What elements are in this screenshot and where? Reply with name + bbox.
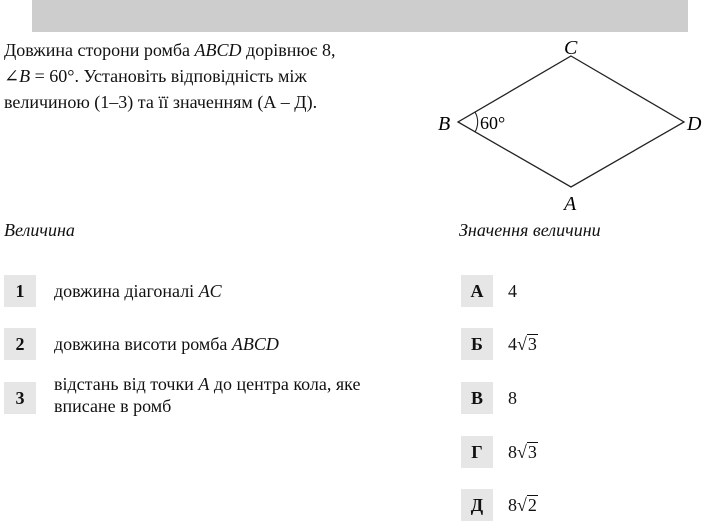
- option-letter-b: Б: [461, 328, 493, 360]
- angle-label: 60°: [480, 113, 506, 133]
- item-3-text-post: до центра кола, яке: [209, 374, 361, 394]
- sqrt-symbol: √2: [517, 495, 537, 515]
- task-line-2-post: = 60°. Установіть відповідність між: [30, 66, 307, 86]
- task-line-1-post: дорівнює 8,: [241, 40, 336, 60]
- vertex-label-b: B: [438, 113, 451, 135]
- task-statement: [4, 37, 416, 115]
- vertex-label-c: C: [564, 37, 578, 59]
- item-1-text-pre: довжина діагоналі: [54, 281, 199, 301]
- option-value-v: 8: [508, 388, 517, 408]
- option-b-coef: 4: [508, 334, 517, 354]
- option-d-radicand: 2: [527, 495, 537, 515]
- option-d-coef: 8: [508, 495, 517, 515]
- top-banner-fill: [32, 0, 688, 32]
- option-value-d: [508, 494, 538, 516]
- item-number-1: 1: [4, 275, 36, 307]
- vertex-label-a: A: [564, 193, 577, 215]
- item-3-text-pre: відстань від точки: [54, 374, 199, 394]
- option-b-radicand: 3: [527, 334, 537, 354]
- task-line-1: [4, 37, 416, 63]
- item-text-1: [54, 280, 434, 302]
- option-g-radicand: 3: [527, 442, 537, 462]
- task-line-1-pre: Довжина сторони ромба: [4, 40, 195, 60]
- vertex-label-d: D: [687, 113, 702, 135]
- angle-symbol: ∠: [4, 66, 20, 86]
- task-line-2: [4, 63, 416, 89]
- option-letter-d: Д: [461, 489, 493, 521]
- option-letter-a: А: [461, 275, 493, 307]
- item-2-text-italic: ABCD: [231, 334, 279, 354]
- item-number-2: 2: [4, 328, 36, 360]
- item-text-2: [54, 333, 434, 355]
- item-3-line-1: [54, 373, 434, 395]
- option-letter-v: В: [461, 382, 493, 414]
- angle-vertex-b: B: [19, 66, 31, 86]
- item-text-3: [54, 373, 434, 417]
- task-line-3: величиною (1–3) та її значенням (А – Д).: [4, 92, 318, 112]
- angle-arc: [475, 112, 478, 132]
- rhombus-figure: [432, 34, 720, 216]
- top-banner: [0, 0, 720, 32]
- item-1-text-italic: AC: [198, 281, 222, 301]
- option-g-coef: 8: [508, 442, 517, 462]
- option-letter-g: Г: [461, 436, 493, 468]
- item-3-text-italic: A: [198, 374, 210, 394]
- sqrt-symbol: √3: [517, 442, 537, 462]
- option-value-b: [508, 333, 538, 355]
- option-value-a: 4: [508, 281, 517, 301]
- item-3-line-2: вписане в ромб: [54, 396, 172, 416]
- rhombus-name: ABCD: [194, 40, 242, 60]
- item-number-3: 3: [4, 382, 36, 414]
- option-value-g: [508, 441, 538, 463]
- quantity-header: Величина: [4, 220, 75, 240]
- value-header: Значення величини: [459, 220, 601, 240]
- sqrt-symbol: √3: [517, 334, 537, 354]
- item-2-text-pre: довжина висоти ромба: [54, 334, 232, 354]
